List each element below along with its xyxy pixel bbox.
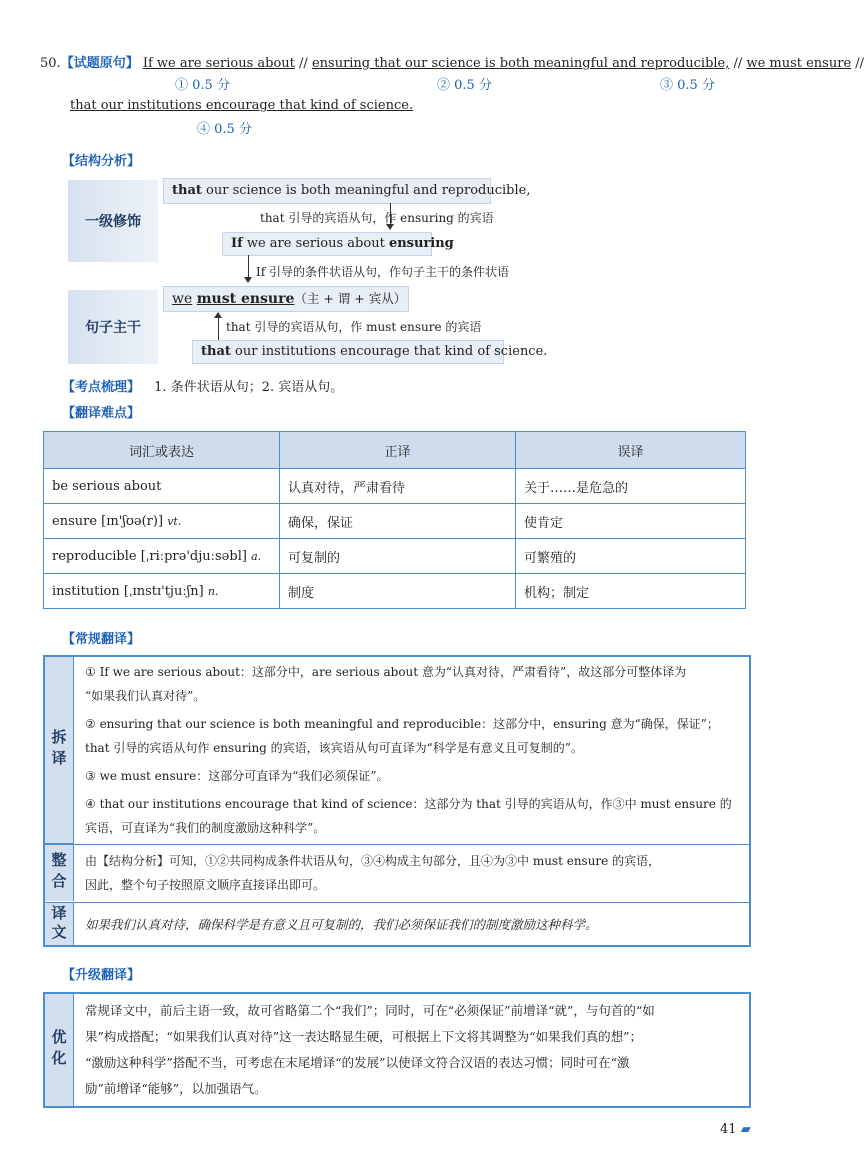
that-bold-2: that <box>201 344 231 359</box>
yi-text: 如果我们认真对待，确保科学是有意义且可复制的，我们必须保证我们的制度激励这种科学。 <box>85 917 598 932</box>
chai-line: ② ensuring that our science is both meaningful and reproducible：这部分中，ensuring 意为“确保，保证”； <box>85 717 719 731</box>
page-number <box>720 1122 751 1137</box>
chai-label: 拆译 <box>49 729 68 771</box>
arrow-head-2 <box>244 277 252 283</box>
ensuring-bold: ensuring <box>388 236 454 251</box>
vocab-table <box>43 431 746 609</box>
upgrade-line: “激励这种科学”搭配不当，可考虑在末尾增译“的发展”以使译文符合汉语的表达习惯；同时可在“激 <box>85 1055 630 1070</box>
divider <box>45 902 749 903</box>
line4-rest: our institutions encourage that kind of science. <box>235 344 548 359</box>
chai-line: ③ we must ensure：这部分可直译为“我们必须保证”。 <box>85 769 389 783</box>
core-pattern: （主 + 谓 + 宾从） <box>294 291 407 306</box>
points-text: 1. 条件状语从句；2. 宾语从句。 <box>154 380 344 395</box>
chai-line: ④ that our institutions encourage that kind of science：这部分为 that 引导的宾语从句，作③中 must ensure 的 <box>85 797 732 811</box>
header-wrong: 误译 <box>516 432 746 469</box>
separator: // <box>299 56 308 71</box>
upgrade-line: 励”前增译“能够”，以加强语气。 <box>85 1081 267 1096</box>
note-3: that 引导的宾语从句，作 must ensure 的宾语 <box>226 320 482 334</box>
difficulty-label: 【翻译难点】 <box>62 406 141 421</box>
chai-line: ① If we are serious about：这部分中，are serious about 意为“认真对待，严肃看待”，故这部分可整体译为 <box>85 665 687 679</box>
core-sentence <box>163 286 409 312</box>
table-row <box>44 539 746 574</box>
structure-label: 【结构分析】 <box>62 154 141 169</box>
right-cell: 认真对待，严肃看待 <box>280 469 516 504</box>
right-cell: 制度 <box>280 574 516 609</box>
term: institution [ˌɪnstɪ'tjuːʃn] <box>52 583 204 599</box>
separator: // <box>733 56 743 71</box>
page-num-text: 41 <box>720 1122 737 1137</box>
question-tag: 【试题原句】 <box>60 56 139 71</box>
score-3: ③ 0.5 分 <box>660 78 715 93</box>
term: ensure [ɪn'ʃʊə(r)] <box>52 513 164 529</box>
struct-line-1 <box>163 178 531 204</box>
level1-label: 一级修饰 <box>68 180 158 262</box>
clause-3: we must ensure <box>746 56 852 71</box>
zheng-label: 整合 <box>49 852 68 894</box>
yi-side <box>45 903 74 945</box>
chai-side <box>45 657 74 844</box>
note-1-text: that 引导的宾语从句，作 ensuring 的宾语 <box>260 211 494 225</box>
that-bold: that <box>172 183 202 198</box>
right-cell: 确保，保证 <box>280 504 516 539</box>
yi-label: 译文 <box>49 905 68 943</box>
table-row <box>44 574 746 609</box>
score-4: ④ 0.5 分 <box>197 122 252 137</box>
separator: // <box>855 56 864 71</box>
regular-label: 【常规翻译】 <box>62 632 141 647</box>
clause-4: that our institutions encourage that kind of science. <box>70 98 414 113</box>
upgrade-line: 果”构成搭配；“如果我们认真对待”这一表达略显生硬，可根据上下文将其调整为“如果我们真的想”； <box>85 1029 642 1044</box>
clause-1: If we are serious about <box>142 56 295 71</box>
note-1 <box>260 209 494 226</box>
pos: n. <box>207 584 219 598</box>
points-row <box>62 376 343 395</box>
arrow-head-3 <box>214 312 222 318</box>
term-cell <box>44 539 280 574</box>
struct-line-2 <box>222 232 454 256</box>
note-2: If 引导的条件状语从句，作句子主干的条件状语 <box>256 265 509 279</box>
table-row <box>44 469 746 504</box>
upgrade-section <box>43 992 751 1108</box>
question-number: 50. <box>40 56 61 71</box>
upgrade-content <box>85 998 745 1102</box>
term: be serious about <box>52 478 162 494</box>
right-cell: 可复制的 <box>280 539 516 574</box>
wrong-cell: 使肯定 <box>516 504 746 539</box>
upgrade-line: 常规译文中，前后主语一致，故可省略第二个“我们”；同时，可在“必须保证”前增译“就”，与句首的“如 <box>85 1003 655 1018</box>
term-cell <box>44 504 280 539</box>
chai-content <box>85 660 745 840</box>
zheng-line: 因此，整个句子按照原文顺序直接译出即可。 <box>85 878 326 892</box>
header-right: 正译 <box>280 432 516 469</box>
divider <box>45 844 749 845</box>
term-cell <box>44 574 280 609</box>
main-label: 句子主干 <box>68 290 158 364</box>
youhua-label: 优化 <box>49 1029 68 1071</box>
wrong-cell: 关于……是危急的 <box>516 469 746 504</box>
zheng-content <box>85 849 745 897</box>
book-icon: ▰ <box>740 1122 751 1137</box>
core-predicate: must ensure <box>196 291 295 307</box>
chai-line: “如果我们认真对待”。 <box>85 689 206 703</box>
header-term: 词汇或表达 <box>44 432 280 469</box>
question-line-1 <box>40 52 864 71</box>
points-label: 【考点梳理】 <box>62 380 141 395</box>
line1-rest: our science is both meaningful and reproducible, <box>206 183 531 198</box>
clause-2: ensuring that our science is both meaningful and reproducible, <box>311 56 730 71</box>
struct-line-4 <box>192 340 548 364</box>
regular-section <box>43 655 751 947</box>
term: reproducible [ˌriːprə'djuːsəbl] <box>52 548 247 564</box>
chai-line: that 引导的宾语从句作 ensuring 的宾语，该宾语从句可直译为“科学是有意义且可复制的”。 <box>85 741 583 755</box>
chai-line: 宾语，可直译为“我们的制度激励这种科学”。 <box>85 821 326 835</box>
youhua-side <box>45 994 74 1106</box>
table-row <box>44 504 746 539</box>
score-2: ② 0.5 分 <box>437 78 492 93</box>
table-header <box>44 432 746 469</box>
zheng-side <box>45 845 74 901</box>
pos: a. <box>251 549 262 563</box>
wrong-cell: 可繁殖的 <box>516 539 746 574</box>
zheng-line: 由【结构分析】可知，①②共同构成条件状语从句，③④构成主句部分，且④为③中 must ensure 的宾语， <box>85 854 661 868</box>
if-bold: If <box>231 236 243 251</box>
pos: vt. <box>167 514 182 528</box>
upgrade-label: 【升级翻译】 <box>62 968 141 983</box>
term-cell <box>44 469 280 504</box>
core-subject: we <box>172 291 193 307</box>
line2-mid: we are serious about <box>246 236 385 251</box>
score-1: ① 0.5 分 <box>175 78 230 93</box>
wrong-cell: 机构；制定 <box>516 574 746 609</box>
